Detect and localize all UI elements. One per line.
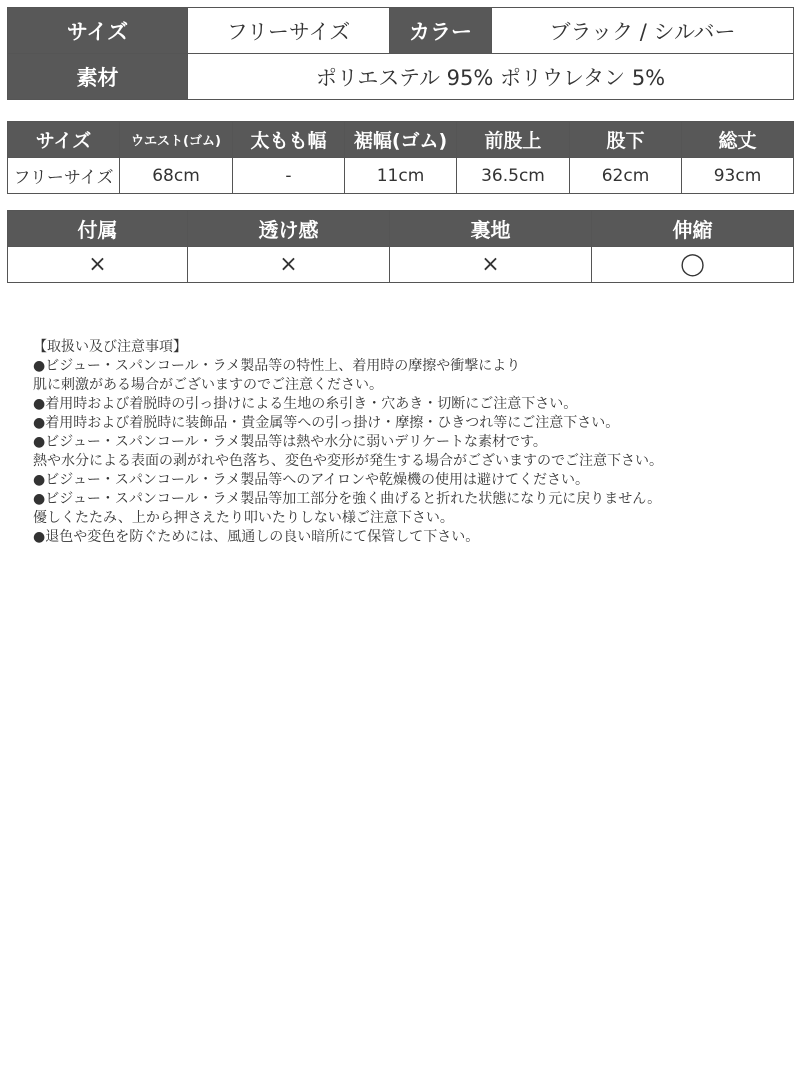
size-label: サイズ <box>8 8 188 54</box>
features-table <box>7 210 794 283</box>
size-header-thigh: 太もも幅 <box>233 122 345 158</box>
feature-header-lining: 裏地 <box>390 211 592 247</box>
feature-header-stretch: 伸縮 <box>592 211 794 247</box>
material-value: ポリエステル 95% ポリウレタン 5% <box>188 54 794 100</box>
care-note-line: ●着用時および着脱時に装飾品・貴金属等への引っ掛け・摩擦・ひきつれ等にご注意下さい。 <box>33 415 620 431</box>
size-cell-size: フリーサイズ <box>8 158 120 194</box>
feature-header-accessory: 付属 <box>8 211 188 247</box>
care-note-line: ●着用時および着脱時の引っ掛けによる生地の糸引き・穴あき・切断にご注意下さい。 <box>33 396 578 412</box>
size-cell-inseam: 62cm <box>570 158 682 194</box>
size-header-size: サイズ <box>8 122 120 158</box>
care-note-line: ●ビジュー・スパンコール・ラメ製品等へのアイロンや乾燥機の使用は避けてください。 <box>33 472 589 488</box>
size-header-inseam: 股下 <box>570 122 682 158</box>
care-note-line: 優しくたたみ、上から押さえたり叩いたりしない様ご注意下さい。 <box>33 510 454 526</box>
size-table-header <box>8 122 794 158</box>
size-cell-thigh: - <box>233 158 345 194</box>
size-table-row <box>8 158 794 194</box>
color-value: ブラック / シルバー <box>492 8 794 54</box>
material-label: 素材 <box>8 54 188 100</box>
size-cell-rise: 36.5cm <box>457 158 570 194</box>
feature-value-lining: × <box>390 247 592 283</box>
feature-value-transparency: × <box>188 247 390 283</box>
care-note-line: ●退色や変色を防ぐためには、風通しの良い暗所にて保管して下さい。 <box>33 529 480 545</box>
feature-header-transparency: 透け感 <box>188 211 390 247</box>
care-note-line: ●ビジュー・スパンコール・ラメ製品等は熱や水分に弱いデリケートな素材です。 <box>33 434 547 450</box>
size-cell-length: 93cm <box>682 158 794 194</box>
feature-value-stretch: ◯ <box>592 247 794 283</box>
size-cell-waist: 68cm <box>120 158 233 194</box>
features-row <box>8 247 794 283</box>
spec-row-size-color <box>8 8 794 54</box>
feature-value-accessory: × <box>8 247 188 283</box>
care-note-line: 熱や水分による表面の剥がれや色落ち、変色や変形が発生する場合がございますのでご注意下さい。 <box>33 453 663 469</box>
size-value: フリーサイズ <box>188 8 390 54</box>
care-note-line: 肌に刺激がある場合がございますのでご注意ください。 <box>33 377 383 393</box>
size-header-hem: 裾幅(ゴム) <box>345 122 457 158</box>
spec-table <box>7 7 794 100</box>
size-table <box>7 121 794 194</box>
care-note-line: ●ビジュー・スパンコール・ラメ製品等の特性上、着用時の摩擦や衝撃により <box>33 358 521 374</box>
size-header-length: 総丈 <box>682 122 794 158</box>
size-header-rise: 前股上 <box>457 122 570 158</box>
size-cell-hem: 11cm <box>345 158 457 194</box>
care-note-line: ●ビジュー・スパンコール・ラメ製品等加工部分を強く曲げると折れた状態になり元に戻りません。 <box>33 491 662 507</box>
color-label: カラー <box>390 8 492 54</box>
size-header-waist: ウエスト(ゴム) <box>120 122 233 158</box>
features-header <box>8 211 794 247</box>
care-notes <box>33 338 663 547</box>
care-notes-title: 【取扱い及び注意事項】 <box>33 339 187 355</box>
spec-row-material <box>8 54 794 100</box>
